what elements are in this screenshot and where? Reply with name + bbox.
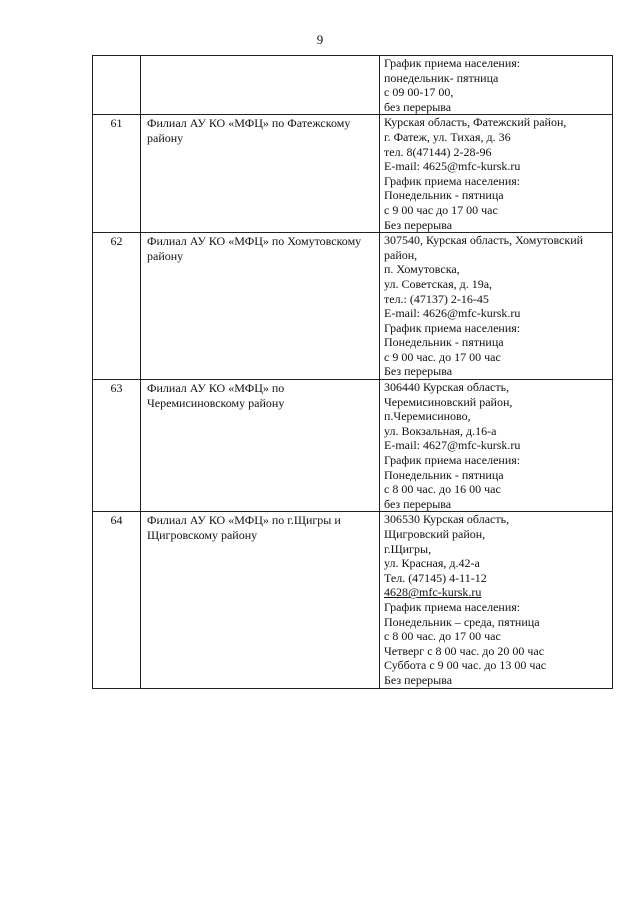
row-number-cell [93, 115, 141, 233]
branch-info-cell [380, 380, 613, 512]
row-number-cell [93, 512, 141, 688]
info-line: Курская область, Фатежский район, [384, 115, 567, 130]
info-line: График приема населения: [384, 599, 521, 614]
info-line: г.Щигры, [384, 541, 432, 556]
info-line: понедельник- пятница [384, 70, 499, 85]
row-number-cell [93, 380, 141, 512]
row-number: 64 [110, 513, 123, 528]
branch-name: Филиал АУ КО «МФЦ» по Хомутовскому району [147, 234, 362, 263]
row-number: 62 [110, 234, 123, 249]
row-number: 61 [110, 116, 123, 131]
branch-name: Филиал АУ КО «МФЦ» по Фатежскому району [147, 116, 351, 145]
info-line: ул. Советская, д. 19а, [384, 276, 493, 291]
branch-info-cell [380, 233, 613, 380]
info-line: ул. Красная, д.42-а [384, 556, 480, 571]
info-line: тел.: (47137) 2-16-45 [384, 291, 489, 306]
info-line: тел. 8(47144) 2-28-96 [384, 144, 492, 159]
info-line: Понедельник - пятница [384, 335, 504, 350]
table-body [93, 56, 613, 689]
info-line: 306440 Курская область, [384, 380, 510, 395]
info-line: E-mail: 4625@mfc-kursk.ru [384, 159, 521, 174]
info-line: п. Хомутовска, [384, 262, 460, 277]
info-line: Понедельник - пятница [384, 467, 504, 482]
info-line: Четверг с 8 00 час. до 20 00 час [384, 643, 545, 658]
info-line: без перерыва [384, 496, 452, 511]
row-number-cell [93, 56, 141, 115]
info-line: район, [384, 247, 418, 262]
branch-registry-table [92, 55, 613, 689]
info-line: График приема населения: [384, 320, 521, 335]
table-row [93, 233, 613, 380]
info-line: ул. Вокзальная, д.16-а [384, 423, 497, 438]
page-number: 9 [316, 32, 324, 47]
branch-name-cell [141, 115, 380, 233]
branch-info-cell [380, 115, 613, 233]
branch-info-cell [380, 56, 613, 115]
info-line: без перерыва [384, 99, 452, 114]
info-line: Без перерыва [384, 364, 453, 379]
row-number-cell [93, 233, 141, 380]
info-line: Черемисиновский район, [384, 394, 513, 409]
info-line: г. Фатеж, ул. Тихая, д. 36 [384, 129, 511, 144]
info-line: п.Черемисиново, [384, 409, 471, 424]
row-number: 63 [110, 381, 123, 396]
branch-name-cell [141, 512, 380, 688]
info-line: с 09 00-17 00, [384, 85, 454, 100]
email-link[interactable]: 4628@mfc-kursk.ru [384, 585, 482, 600]
info-line: Без перерыва [384, 672, 453, 687]
info-line: Без перерыва [384, 217, 453, 232]
info-line: с 8 00 час. до 17 00 час [384, 629, 501, 644]
branch-name-cell [141, 380, 380, 512]
table-row [93, 380, 613, 512]
row-number [93, 56, 140, 57]
info-line: Понедельник - пятница [384, 188, 504, 203]
table-row [93, 115, 613, 233]
branch-name [141, 56, 379, 57]
branch-name: Филиал АУ КО «МФЦ» по г.Щигры и Щигровскому району [147, 513, 341, 542]
info-line: E-mail: 4626@mfc-kursk.ru [384, 306, 521, 321]
info-line: 306530 Курская область, [384, 512, 510, 527]
branch-info-cell [380, 512, 613, 688]
branch-name: Филиал АУ КО «МФЦ» по Черемисиновскому району [147, 381, 285, 410]
info-line: Тел. (47145) 4-11-12 [384, 570, 487, 585]
info-line: График приема населения: [384, 453, 521, 468]
info-line: Суббота с 9 00 час. до 13 00 час [384, 658, 547, 673]
info-line: E-mail: 4627@mfc-kursk.ru [384, 438, 521, 453]
info-line: Понедельник – среда, пятница [384, 614, 540, 629]
info-line: с 9 00 час до 17 00 час [384, 202, 498, 217]
branch-name-cell [141, 233, 380, 380]
info-line: с 9 00 час. до 17 00 час [384, 349, 501, 364]
info-line: с 8 00 час. до 16 00 час [384, 482, 501, 497]
table-row [93, 56, 613, 115]
info-line: График приема населения: [384, 173, 521, 188]
info-line: 307540, Курская область, Хомутовский [384, 233, 584, 248]
branch-name-cell [141, 56, 380, 115]
table-row [93, 512, 613, 688]
info-line: График приема населения: [384, 56, 521, 70]
info-line: Щигровский район, [384, 527, 486, 541]
